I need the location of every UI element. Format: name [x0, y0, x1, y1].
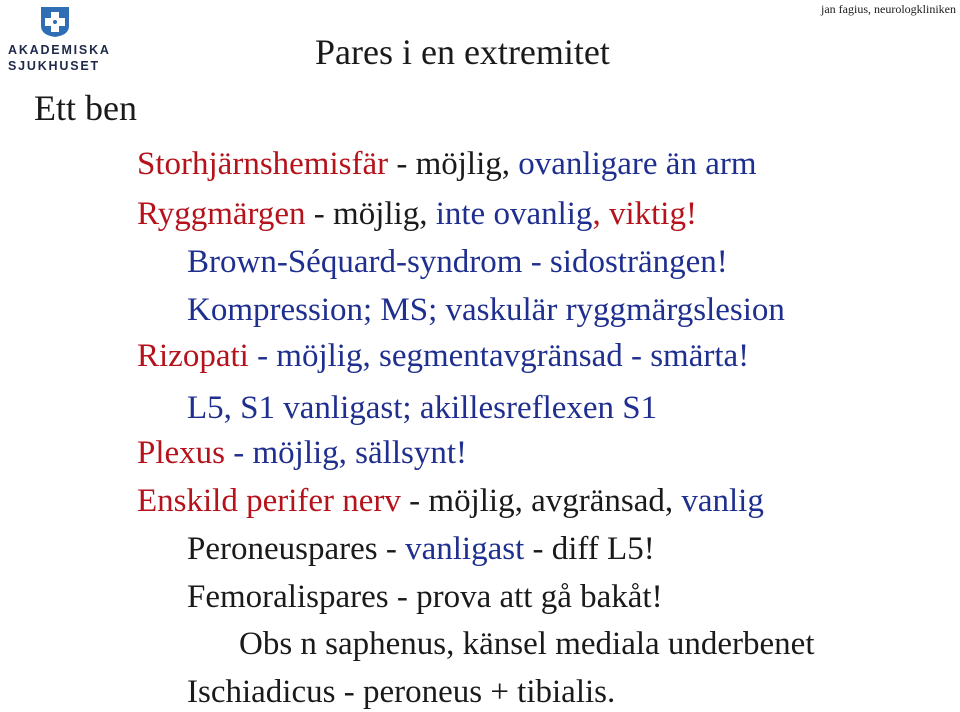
cross-shield-icon: [38, 4, 72, 38]
bullet-storhjarnshemisfar: [137, 148, 757, 181]
bullet-plexus: [137, 437, 467, 470]
term: Plexus: [137, 435, 226, 471]
bullet-rizopati: [137, 340, 749, 373]
bullet-ryggmargen: [137, 198, 697, 231]
term: Enskild perifer nerv: [137, 483, 401, 519]
line-text: Brown-Séquard-syndrom - sidosträngen!: [187, 244, 728, 280]
highlight: vanligast: [405, 531, 525, 567]
sub-sub-bullet-saphenus: [239, 628, 815, 661]
akademiska-sjukhuset-logo: [8, 4, 111, 76]
logo-text-line2: SJUKHUSET: [8, 59, 100, 73]
line-text: Ischiadicus - peroneus + tibialis.: [187, 674, 616, 710]
term: Rizopati: [137, 338, 249, 374]
line-text: Obs n saphenus, känsel mediala underbenet: [239, 626, 815, 662]
sub-bullet-kompression: [187, 294, 785, 327]
line-text: - möjlig, segmentavgränsad - smärta!: [248, 338, 750, 374]
highlight: vanlig: [681, 483, 764, 519]
author-credit: jan fagius, neurologkliniken: [821, 2, 956, 16]
line-text: - möjlig,: [388, 146, 519, 182]
term: Ryggmärgen: [137, 196, 306, 232]
highlight: ovanligare än arm: [518, 146, 757, 182]
slide-title: Pares i en extremitet: [315, 32, 610, 72]
sub-bullet-femoralispares: [187, 581, 663, 614]
line-text: Peroneuspares -: [187, 531, 406, 567]
sub-bullet-peroneuspares: [187, 533, 655, 566]
line-text: Kompression; MS; vaskulär ryggmärgslesion: [187, 292, 785, 328]
highlight: inte ovanlig: [435, 196, 593, 232]
sub-bullet-ischiadicus: [187, 676, 615, 709]
line-text: - möjlig,: [305, 196, 436, 232]
sub-bullet-brown-sequard: [187, 246, 728, 279]
line-text: , viktig!: [592, 196, 697, 232]
line-text: - diff L5!: [524, 531, 655, 567]
line-text: - möjlig, avgränsad,: [400, 483, 682, 519]
logo-text-line1: AKADEMISKA: [8, 43, 111, 57]
line-text: - möjlig, sällsynt!: [225, 435, 468, 471]
line-text: L5, S1 vanligast; akillesreflexen S1: [187, 390, 658, 426]
line-text: Femoralispares - prova att gå bakåt!: [187, 579, 663, 615]
slide-subtitle: Ett ben: [34, 88, 137, 128]
term: Storhjärnshemisfär: [137, 146, 389, 182]
sub-bullet-l5-s1: [187, 392, 657, 425]
bullet-enskild-perifer-nerv: [137, 485, 764, 518]
